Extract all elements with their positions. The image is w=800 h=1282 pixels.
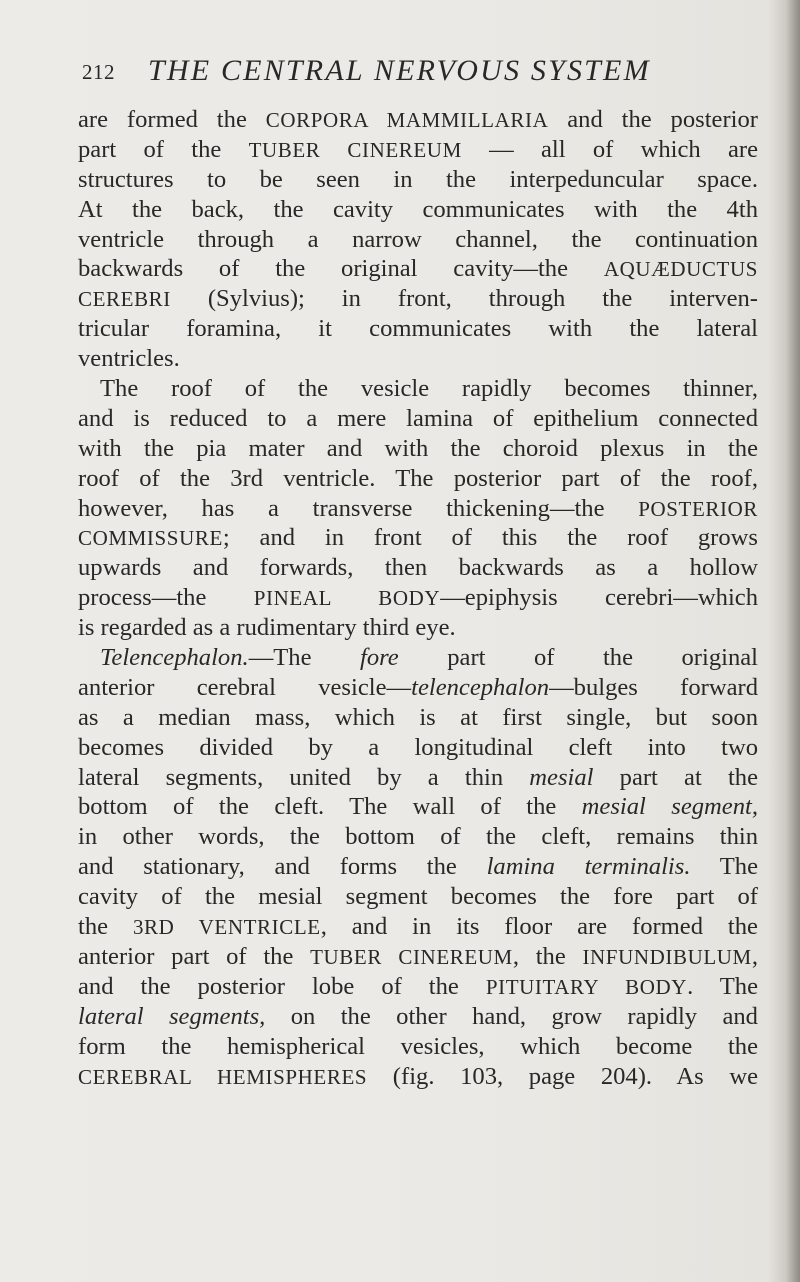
text-run: structures to be seen in the interpeduncular space.	[78, 165, 758, 193]
text-run: ventricles.	[78, 345, 180, 373]
text-line	[78, 225, 758, 255]
text-run: becomes divided by a longitudinal cleft into two	[78, 733, 758, 761]
text-run: . The	[687, 972, 759, 1000]
text-run: The roof of the vesicle rapidly becomes thinner,	[100, 375, 758, 403]
text-line	[78, 1062, 758, 1092]
text-run: bottom of the cleft. The wall of the	[78, 793, 582, 821]
text-run: anterior cerebral vesicle—	[78, 673, 412, 701]
text-line	[78, 583, 758, 613]
text-line	[78, 912, 758, 942]
italic-term: lamina terminalis.	[486, 853, 691, 881]
text-run: —The	[248, 644, 361, 672]
small-caps-term: AQUÆDUCTUS	[603, 257, 758, 282]
italic-term: telencephalon	[411, 673, 550, 701]
text-line	[78, 613, 758, 643]
text-line	[78, 942, 758, 972]
text-run: cavity of the mesial segment becomes the fore part of	[78, 883, 758, 911]
text-run: At the back, the cavity communicates with the 4th	[78, 195, 758, 223]
text-run: and is reduced to a mere lamina of epithelium connected	[78, 404, 758, 432]
text-line	[78, 344, 758, 374]
text-run: — all of which are	[461, 135, 758, 163]
running-title: THE CENTRAL NERVOUS SYSTEM	[148, 54, 651, 87]
small-caps-term: POSTERIOR	[638, 496, 758, 521]
text-line	[78, 733, 758, 763]
text-run: anterior part of the	[78, 942, 311, 970]
italic-term: Telencephalon.	[100, 644, 249, 672]
text-line	[78, 643, 758, 673]
text-run: with the pia mater and with the choroid plexus in the	[78, 434, 758, 462]
text-run: roof of the 3rd ventricle. The posterior part of the roof,	[78, 464, 758, 492]
text-line	[78, 195, 758, 225]
text-run: (fig. 103, page 204). As we	[367, 1062, 758, 1090]
italic-term: mesial	[529, 763, 594, 791]
text-run: (Sylvius); in front, through the interven-	[170, 285, 758, 313]
text-run: lateral segments, united by a thin	[78, 763, 530, 791]
small-caps-term: CEREBRI	[78, 287, 171, 312]
text-run: process—the	[78, 584, 254, 612]
text-line	[78, 852, 758, 882]
small-caps-term: TUBER CINEREUM	[248, 137, 462, 162]
text-run: tricular foramina, it communicates with the lateral	[78, 315, 758, 343]
text-run: upwards and forwards, then backwards as a hollow	[78, 554, 758, 582]
text-run: in other words, the bottom of the cleft, remains thin	[78, 823, 758, 851]
text-run: as a median mass, which is at first single, but soon	[78, 703, 758, 731]
text-run: —bulges forward	[549, 673, 758, 701]
italic-term: mesial segment,	[581, 793, 758, 821]
text-line	[78, 1002, 758, 1032]
small-caps-term: 3RD VENTRICLE	[132, 915, 321, 940]
small-caps-term: CORPORA MAMMILLARIA	[265, 108, 549, 132]
text-line	[78, 135, 758, 165]
text-line	[78, 822, 758, 852]
running-head	[82, 54, 722, 94]
text-line	[78, 494, 758, 524]
text-run: part of the	[78, 135, 249, 163]
text-run: ,	[751, 942, 758, 970]
text-run: is regarded as a rudimentary third eye.	[78, 614, 456, 642]
page-number: 212	[82, 60, 115, 84]
text-run: ventricle through a narrow channel, the continuation	[78, 225, 758, 253]
text-run: , the	[512, 942, 583, 970]
italic-term: fore	[360, 644, 399, 672]
text-line	[78, 254, 758, 284]
text-run: form the hemispherical vesicles, which become the	[78, 1032, 758, 1060]
text-run: and the posterior lobe of the	[78, 972, 486, 1000]
small-caps-term: CEREBRAL HEMISPHERES	[78, 1064, 368, 1089]
text-run: and the posterior	[548, 106, 758, 133]
text-run: —epiphysis cerebri—which	[440, 584, 758, 612]
text-run: , and in its floor are formed the	[320, 913, 758, 941]
text-line	[78, 404, 758, 434]
text-line	[78, 792, 758, 822]
text-line	[78, 314, 758, 344]
text-line	[78, 1032, 758, 1062]
text-line	[78, 105, 758, 135]
text-run: part of the original	[398, 644, 758, 672]
text-line	[78, 434, 758, 464]
text-line	[78, 673, 758, 703]
text-line	[78, 523, 758, 553]
text-line	[78, 763, 758, 793]
text-line	[78, 464, 758, 494]
text-run: are formed the	[78, 106, 266, 133]
text-line	[78, 165, 758, 195]
body-text	[78, 105, 758, 1091]
text-run: part at the	[593, 763, 758, 791]
small-caps-term: PINEAL BODY	[253, 586, 441, 611]
text-run: backwards of the original cavity—the	[78, 255, 604, 283]
text-line	[78, 703, 758, 733]
text-line	[78, 553, 758, 583]
text-run: on the other hand, grow rapidly and	[265, 1002, 758, 1030]
text-run: The	[690, 853, 759, 881]
text-line	[78, 374, 758, 404]
small-caps-term: COMMISSURE	[78, 526, 223, 551]
text-run: however, has a transverse thickening—the	[78, 494, 639, 522]
small-caps-term: INFUNDIBULUM	[582, 944, 752, 969]
text-line	[78, 284, 758, 314]
page-edge-shadow	[786, 0, 800, 1282]
text-run: the	[78, 913, 133, 941]
italic-term: lateral segments,	[78, 1002, 266, 1030]
text-line	[78, 972, 758, 1002]
small-caps-term: TUBER CINEREUM	[310, 944, 513, 969]
text-run: and stationary, and forms the	[78, 853, 487, 881]
text-run: ; and in front of this the roof grows	[222, 524, 758, 552]
small-caps-term: PITUITARY BODY	[485, 974, 688, 999]
text-line	[78, 882, 758, 912]
